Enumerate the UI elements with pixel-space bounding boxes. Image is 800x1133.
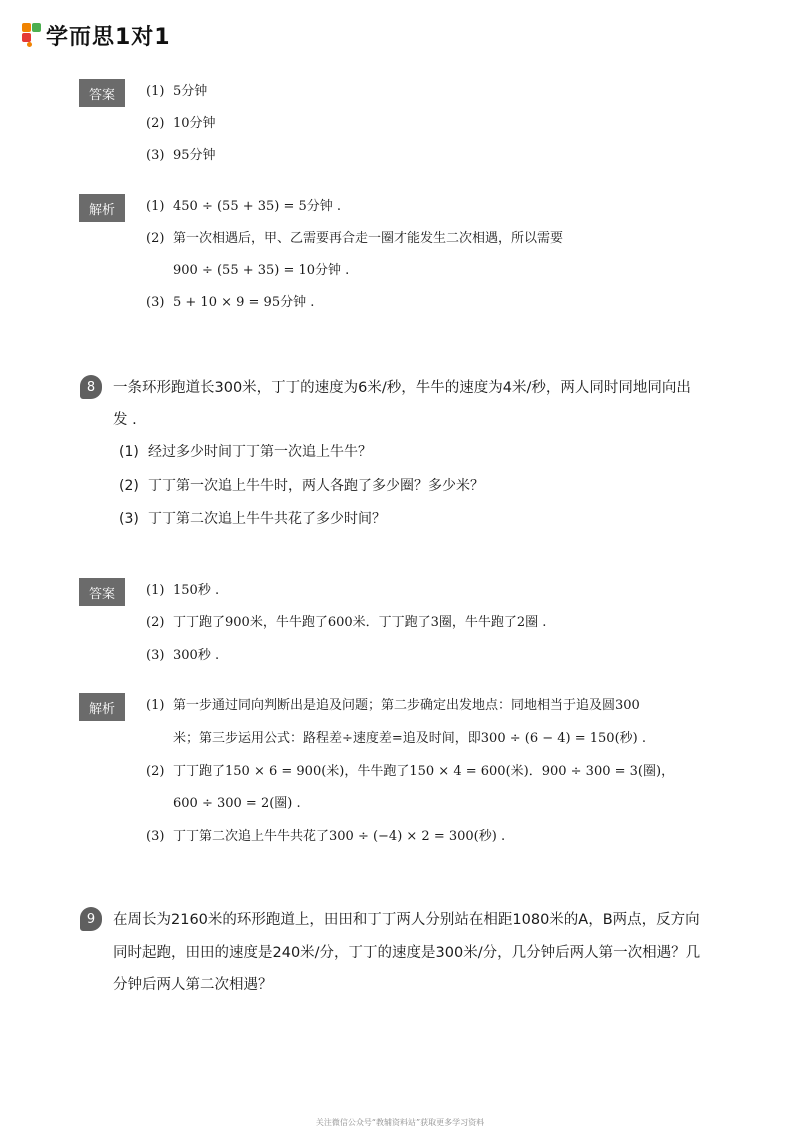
- question-text: 同时起跑，田田的速度是240米/分，丁丁的速度是300米/分，几分钟后两人第一次相遇？几: [113, 945, 701, 961]
- question-number-badge: 8: [80, 375, 102, 399]
- analysis-line: (3) 5 + 10 × 9 = 95分钟 .: [146, 295, 315, 310]
- analysis-tag: 解析: [79, 693, 125, 721]
- analysis-line: (3) 丁丁第二次追上牛牛共花了300 ÷ (−4) × 2 = 300(秒) .: [146, 829, 506, 844]
- analysis-line: (1) 第一步通过同向判断出是追及问题；第二步确定出发地点：同地相当于追及圆300: [146, 698, 640, 713]
- analysis-line: (1) 450 ÷ (55 + 35) = 5分钟 .: [146, 199, 342, 214]
- analysis-line: 米；第三步运用公式：路程差÷速度差=追及时间，即300 ÷ (6 − 4) = 150(秒) .: [173, 731, 646, 746]
- analysis-line: (2) 第一次相遇后，甲、乙需要再合走一圈才能发生二次相遇，所以需要: [146, 231, 564, 246]
- answer-line: (2) 丁丁跑了900米，牛牛跑了600米．丁丁跑了3圈，牛牛跑了2圈 .: [146, 615, 547, 630]
- sub-question: (3) 丁丁第二次追上牛牛共花了多少时间？: [119, 511, 386, 527]
- question-number-badge: 9: [80, 907, 102, 931]
- question-text: 分钟后两人第二次相遇？: [113, 977, 273, 993]
- answer-line: (3) 95分钟: [146, 148, 216, 163]
- analysis-line: (2) 丁丁跑了150 × 6 = 900(米)，牛牛跑了150 × 4 = 600(米)．900 ÷ 300 = 3(圈)，: [146, 764, 675, 779]
- footer-watermark: 关注微信公众号“教辅资料站”获取更多学习资料: [315, 1118, 485, 1127]
- brand-logo: [22, 20, 171, 50]
- sub-question: (2) 丁丁第一次追上牛牛时，两人各跑了多少圈？多少米？: [119, 478, 484, 494]
- question-text: 发 .: [113, 412, 137, 428]
- analysis-line: 600 ÷ 300 = 2(圈) .: [173, 796, 301, 811]
- answer-line: (1) 150秒 .: [146, 583, 220, 598]
- answer-tag: 答案: [79, 79, 125, 107]
- analysis-tag: 解析: [79, 194, 125, 222]
- analysis-line: 900 ÷ (55 + 35) = 10分钟 .: [173, 263, 350, 278]
- sub-question: (1) 经过多少时间丁丁第一次追上牛牛？: [119, 444, 372, 460]
- answer-tag: 答案: [79, 578, 125, 606]
- question-text: 在周长为2160米的环形跑道上，田田和丁丁两人分别站在相距1080米的A，B两点，反方向: [113, 912, 700, 928]
- answer-line: (3) 300秒 .: [146, 648, 220, 663]
- answer-line: (1) 5分钟: [146, 84, 208, 99]
- question-text: 一条环形跑道长300米，丁丁的速度为6米/秒，牛牛的速度为4米/秒，两人同时同地同向出: [113, 380, 691, 396]
- logo-mark-icon: [22, 23, 42, 47]
- answer-line: (2) 10分钟: [146, 116, 216, 131]
- logo-text: 学而思1对1: [46, 24, 171, 50]
